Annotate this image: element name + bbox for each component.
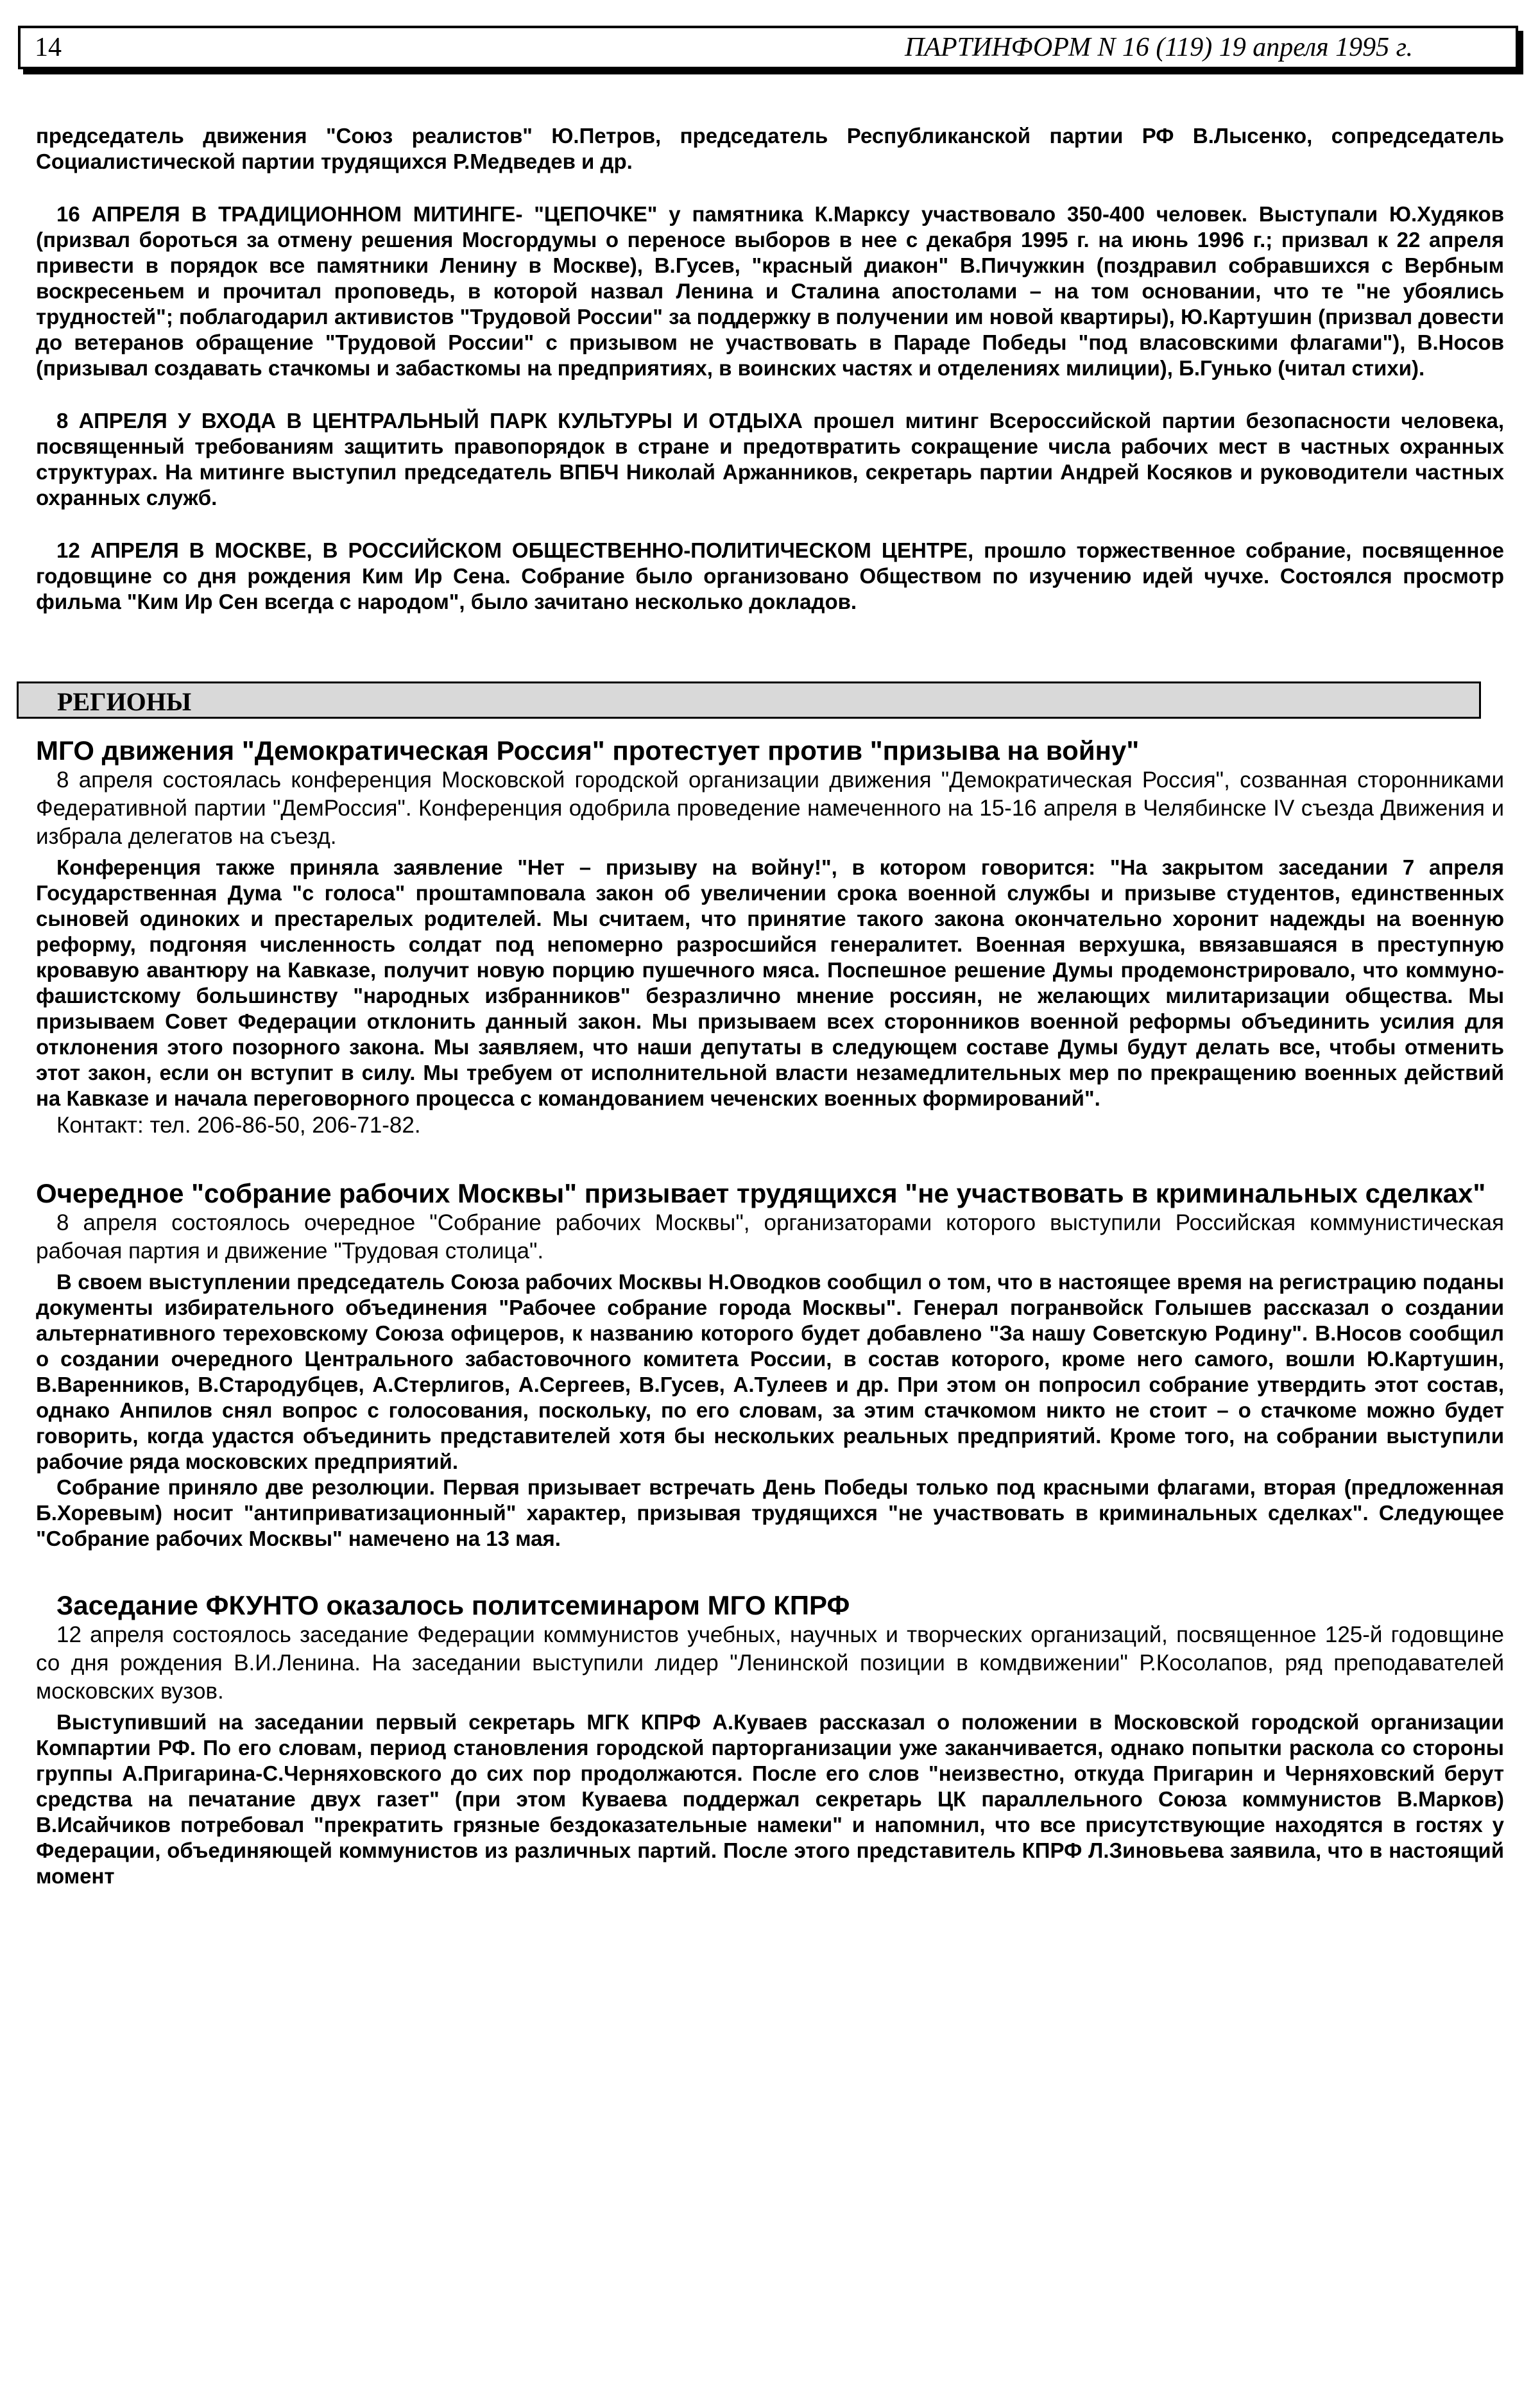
article-lead: 8 апреля состоялась конференция Московской городской организации движения "Демократическая Россия", созванная сторонниками Федеративной партии "ДемРоссия". Конференция одобрила проведение намеченного на 15-16 апреля в Челябинске IV съезда Движения и избрала делегатов на съезд. bbox=[36, 767, 1504, 849]
article-body: Конференция также приняла заявление "Нет – призыву на войну!", в котором говорится: "На закрытом заседании 7 апреля Государственная Дума "с голоса" проштамповала закон об увеличении срока военной службы и призыве студентов, единственных сыновей одиноких и престарелых родителей. Мы считаем, что принятие такого закона окончательно хоронит надежды на военную реформу, подгоняя численность солдат под непомерно разросшийся генералитет. Военная верхушка, ввязавшаяся в преступную кровавую авантюру на Кавказе, получит новую порцию пушечного мяса. Поспешное решение Думы продемонстрировало, что коммуно-фашистскому большинству "народных избранников" безразлично мнение россиян, не желающих милитаризации общества. Мы призываем Совет Федерации отклонить данный закон. Мы призываем всех сторонников военной реформы объединить усилия для отклонения этого позорного закона. Мы заявляем, что наши депутаты в следующем составе Думы будут делать все, чтобы отменить этот закон, если он вступит в силу. Мы требуем от исполнительной власти незамедлительных мер по прекращению военных действий на Кавказе и начала переговорного процесса с командованием чеченских военных формирований". bbox=[36, 855, 1504, 1110]
article-lead: 8 апреля состоялось очередное "Собрание рабочих Москвы", организаторами которого выступили Российская коммунистическая рабочая партия и движение "Трудовая столица". bbox=[36, 1210, 1504, 1264]
section-header-regions: РЕГИОНЫ bbox=[17, 681, 1481, 719]
article-contact: Контакт: тел. 206-86-50, 206-71-82. bbox=[56, 1113, 421, 1138]
page-number: 14 bbox=[35, 33, 62, 62]
paragraph-continuation: председатель движения "Союз реалистов" Ю.Петров, председатель Республиканской партии РФ В.Лысенко, сопредседатель Социалистической партии трудящихся Р.Медведев и др. bbox=[36, 124, 1504, 173]
publication-title: ПАРТИНФОРМ N 16 (119) 19 апреля 1995 г. bbox=[904, 33, 1413, 62]
paragraph-chain-rally: 16 АПРЕЛЯ В ТРАДИЦИОННОМ МИТИНГЕ- "ЦЕПОЧКЕ" у памятника К.Марксу участвовало 350-400 человек. Выступали Ю.Худяков (призвал бороться за отмену решения Мосгордумы о переносе выборов в нее с декабря 1995 г. на июнь 1996 г.; призвал к 22 апреля привести в порядок все памятники Ленину в Москве), В.Гусев, "красный диакон" В.Пичужкин (поздравил собравшихся с Вербным воскресеньем и прочитал проповедь, в которой назвал Ленина и Сталина апостолами – на том основании, что те "не убоялись трудностей"; поблагодарил активистов "Трудовой России" за поддержку в получении им новой квартиры), Ю.Картушин (призвал довести до ветеранов обращение "Трудовой России" с призывом не участвовать в Параде Победы "под власовскими флагами"), В.Носов (призывал создавать стачкомы и забасткомы на предприятиях, в воинских частях и отделениях милиции), Б.Гунько (читал стихи). bbox=[36, 202, 1504, 380]
article-body: Выступивший на заседании первый секретарь МГК КПРФ А.Куваев рассказал о положении в Московской городской организации Компартии РФ. По его словам, период становления городской парторганизации уже заканчивается, однако попытки раскола со стороны группы А.Пригарина-С.Черняховского до сих пор продолжаются. После его слов "неизвестно, откуда Пригарин и Черняховский берут средства на печатание двух газет" (при этом Куваева поддержал секретарь ЦК параллельного Союза коммунистов В.Марков) В.Исайчиков потребовал "прекратить грязные бездоказательные намеки" и напомнил, что все присутствующие находятся в гостях у Федерации, объединяющей коммунистов из различных партий. После этого представитель КПРФ Л.Зиновьева заявила, что в настоящий момент bbox=[36, 1710, 1504, 1888]
article-heading: МГО движения "Демократическая Россия" протестует против "призыва на войну" bbox=[36, 735, 1140, 766]
paragraph-kim-il-sung-meeting: 12 АПРЕЛЯ В МОСКВЕ, В РОССИЙСКОМ ОБЩЕСТВЕННО-ПОЛИТИЧЕСКОМ ЦЕНТРЕ, прошло торжественное собрание, посвященное годовщине со дня рождения Ким Ир Сена. Собрание было организовано Обществом по изучению идей чучхе. Состоялся просмотр фильма "Ким Ир Сен всегда с народом", было зачитано несколько докладов. bbox=[36, 538, 1504, 613]
article-heading: Заседание ФКУНТО оказалось политсеминаром МГО КПРФ bbox=[56, 1590, 850, 1620]
article-heading: Очередное "собрание рабочих Москвы" призывает трудящихся "не участвовать в криминальных сделках" bbox=[36, 1178, 1486, 1208]
article-lead: 12 апреля состоялось заседание Федерации коммунистов учебных, научных и творческих организаций, посвященное 125-й годовщине со дня рождения В.И.Ленина. На заседании выступили лидер "Ленинской позиции в комдвижении" Р.Косолапов, ряд преподавателей московских вузов. bbox=[36, 1622, 1504, 1704]
article-body: Собрание приняло две резолюции. Первая призывает встречать День Победы только под красными флагами, вторая (предложенная Б.Хоревым) носит "антиприватизационный" характер, призывая трудящихся "не участвовать в криминальных сделках". Следующее "Собрание рабочих Москвы" намечено на 13 мая. bbox=[36, 1475, 1504, 1550]
page-content bbox=[36, 123, 1504, 1889]
paragraph-park-rally: 8 АПРЕЛЯ У ВХОДА В ЦЕНТРАЛЬНЫЙ ПАРК КУЛЬТУРЫ И ОТДЫХА прошел митинг Всероссийской партии безопасности человека, посвященный требованиям защитить правопорядок в стране и предотвратить сокращение числа рабочих мест в частных охранных структурах. На митинге выступил председатель ВПБЧ Николай Аржанников, секретарь партии Андрей Косяков и руководители частных охранных служб. bbox=[36, 409, 1504, 510]
page-header bbox=[18, 26, 1518, 69]
article-body: В своем выступлении председатель Союза рабочих Москвы Н.Оводков сообщил о том, что в настоящее время на регистрацию поданы документы избирательного объединения "Рабочее собрание города Москвы". Генерал погранвойск Голышев рассказал о создании альтернативного тереховскому Союза офицеров, к названию которого будет добавлено "За нашу Советскую Родину". В.Носов сообщил о создании очередного Центрального забастовочного комитета России, в состав которого, кроме него самого, вошли Ю.Картушин, В.Варенников, В.Стародубцев, А.Стерлигов, А.Сергеев, В.Гусев, А.Тулеев и др. При этом он попросил собрание утвердить этот состав, однако Анпилов снял вопрос с голосования, поскольку, по его словам, за этим стачкомом никто не стоит – о стачкоме можно будет говорить, когда удастся объединить представителей хотя бы нескольких реальных предприятий. Кроме того, на собрании выступили рабочие ряда московских предприятий. bbox=[36, 1270, 1504, 1473]
